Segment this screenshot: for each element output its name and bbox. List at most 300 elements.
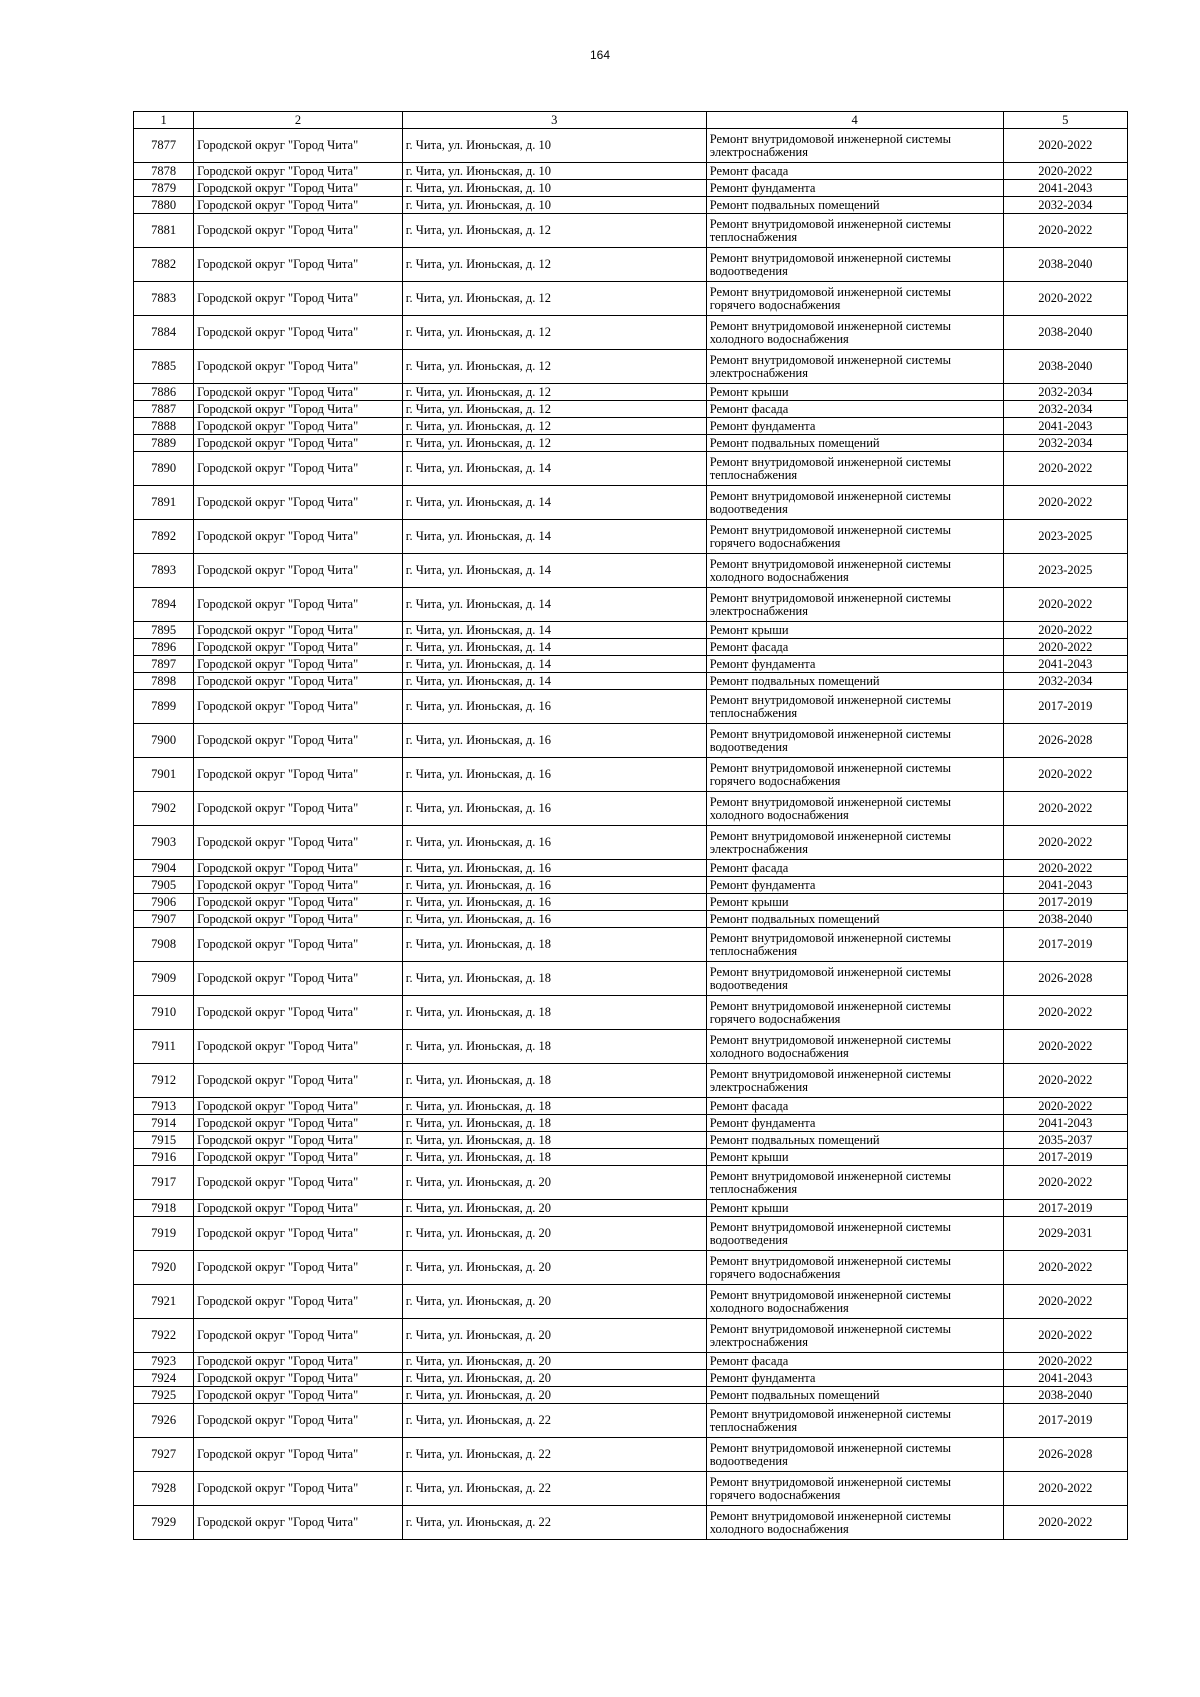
table-row (134, 792, 1128, 826)
municipality-cell: Городской округ "Город Чита" (194, 1506, 403, 1540)
address-cell: г. Чита, ул. Июньская, д. 14 (402, 486, 706, 520)
table-body (134, 129, 1128, 1540)
work-type-cell: Ремонт внутридомовой инженерной системы водоотведения (706, 1217, 1003, 1251)
row-number-cell: 7925 (134, 1387, 194, 1404)
table-row (134, 758, 1128, 792)
municipality-cell: Городской округ "Город Чита" (194, 1098, 403, 1115)
table-row (134, 588, 1128, 622)
row-number-cell: 7880 (134, 197, 194, 214)
work-type-cell: Ремонт подвальных помещений (706, 673, 1003, 690)
row-number-cell: 7926 (134, 1404, 194, 1438)
row-number-cell: 7927 (134, 1438, 194, 1472)
work-type-cell: Ремонт фасада (706, 1353, 1003, 1370)
work-type-cell: Ремонт фундамента (706, 1370, 1003, 1387)
address-cell: г. Чита, ул. Июньская, д. 10 (402, 197, 706, 214)
work-type-cell: Ремонт внутридомовой инженерной системы водоотведения (706, 962, 1003, 996)
address-cell: г. Чита, ул. Июньская, д. 14 (402, 673, 706, 690)
period-cell: 2041-2043 (1003, 418, 1127, 435)
work-type-cell: Ремонт внутридомовой инженерной системы водоотведения (706, 724, 1003, 758)
table-row (134, 1217, 1128, 1251)
period-cell: 2020-2022 (1003, 1098, 1127, 1115)
municipality-cell: Городской округ "Город Чита" (194, 826, 403, 860)
work-type-cell: Ремонт внутридомовой инженерной системы теплоснабжения (706, 214, 1003, 248)
table-row (134, 1370, 1128, 1387)
table-row (134, 180, 1128, 197)
row-number-cell: 7917 (134, 1166, 194, 1200)
address-cell: г. Чита, ул. Июньская, д. 12 (402, 248, 706, 282)
work-type-cell: Ремонт подвальных помещений (706, 197, 1003, 214)
address-cell: г. Чита, ул. Июньская, д. 22 (402, 1438, 706, 1472)
municipality-cell: Городской округ "Город Чита" (194, 180, 403, 197)
work-type-cell: Ремонт внутридомовой инженерной системы теплоснабжения (706, 928, 1003, 962)
municipality-cell: Городской округ "Город Чита" (194, 435, 403, 452)
header-row (134, 112, 1128, 129)
period-cell: 2041-2043 (1003, 180, 1127, 197)
row-number-cell: 7883 (134, 282, 194, 316)
row-number-cell: 7902 (134, 792, 194, 826)
address-cell: г. Чита, ул. Июньская, д. 20 (402, 1353, 706, 1370)
municipality-cell: Городской округ "Город Чита" (194, 1370, 403, 1387)
work-type-cell: Ремонт фасада (706, 639, 1003, 656)
address-cell: г. Чита, ул. Июньская, д. 18 (402, 928, 706, 962)
table-row (134, 1404, 1128, 1438)
period-cell: 2023-2025 (1003, 520, 1127, 554)
address-cell: г. Чита, ул. Июньская, д. 14 (402, 554, 706, 588)
period-cell: 2020-2022 (1003, 1319, 1127, 1353)
address-cell: г. Чита, ул. Июньская, д. 18 (402, 996, 706, 1030)
address-cell: г. Чита, ул. Июньская, д. 16 (402, 690, 706, 724)
work-type-cell: Ремонт фундамента (706, 1115, 1003, 1132)
period-cell: 2032-2034 (1003, 384, 1127, 401)
row-number-cell: 7891 (134, 486, 194, 520)
table-row (134, 350, 1128, 384)
table-row (134, 520, 1128, 554)
row-number-cell: 7884 (134, 316, 194, 350)
address-cell: г. Чита, ул. Июньская, д. 12 (402, 401, 706, 418)
table-row (134, 214, 1128, 248)
period-cell: 2020-2022 (1003, 758, 1127, 792)
municipality-cell: Городской округ "Город Чита" (194, 1200, 403, 1217)
row-number-cell: 7890 (134, 452, 194, 486)
municipality-cell: Городской округ "Город Чита" (194, 452, 403, 486)
address-cell: г. Чита, ул. Июньская, д. 16 (402, 758, 706, 792)
municipality-cell: Городской округ "Город Чита" (194, 690, 403, 724)
work-type-cell: Ремонт фундамента (706, 877, 1003, 894)
row-number-cell: 7900 (134, 724, 194, 758)
period-cell: 2020-2022 (1003, 1285, 1127, 1319)
address-cell: г. Чита, ул. Июньская, д. 16 (402, 792, 706, 826)
work-type-cell: Ремонт внутридомовой инженерной системы теплоснабжения (706, 1404, 1003, 1438)
table-row (134, 1353, 1128, 1370)
municipality-cell: Городской округ "Город Чита" (194, 486, 403, 520)
table-row (134, 282, 1128, 316)
row-number-cell: 7879 (134, 180, 194, 197)
table-row (134, 197, 1128, 214)
period-cell: 2020-2022 (1003, 588, 1127, 622)
municipality-cell: Городской округ "Город Чита" (194, 248, 403, 282)
period-cell: 2026-2028 (1003, 724, 1127, 758)
municipality-cell: Городской округ "Город Чита" (194, 282, 403, 316)
table-row (134, 1285, 1128, 1319)
address-cell: г. Чита, ул. Июньская, д. 20 (402, 1387, 706, 1404)
row-number-cell: 7911 (134, 1030, 194, 1064)
period-cell: 2017-2019 (1003, 1149, 1127, 1166)
table-row (134, 1251, 1128, 1285)
table-row (134, 1166, 1128, 1200)
page-number: 164 (589, 48, 611, 62)
work-type-cell: Ремонт внутридомовой инженерной системы электроснабжения (706, 1064, 1003, 1098)
row-number-cell: 7921 (134, 1285, 194, 1319)
row-number-cell: 7903 (134, 826, 194, 860)
period-cell: 2020-2022 (1003, 792, 1127, 826)
period-cell: 2041-2043 (1003, 877, 1127, 894)
address-cell: г. Чита, ул. Июньская, д. 12 (402, 282, 706, 316)
row-number-cell: 7919 (134, 1217, 194, 1251)
period-cell: 2020-2022 (1003, 639, 1127, 656)
table-row (134, 639, 1128, 656)
row-number-cell: 7896 (134, 639, 194, 656)
period-cell: 2020-2022 (1003, 1506, 1127, 1540)
work-type-cell: Ремонт крыши (706, 1200, 1003, 1217)
municipality-cell: Городской округ "Город Чита" (194, 129, 403, 163)
municipality-cell: Городской округ "Город Чита" (194, 1319, 403, 1353)
table-header (134, 112, 1128, 129)
municipality-cell: Городской округ "Город Чита" (194, 724, 403, 758)
municipality-cell: Городской округ "Город Чита" (194, 1472, 403, 1506)
row-number-cell: 7912 (134, 1064, 194, 1098)
address-cell: г. Чита, ул. Июньская, д. 14 (402, 622, 706, 639)
table-row (134, 928, 1128, 962)
work-type-cell: Ремонт крыши (706, 1149, 1003, 1166)
work-type-cell: Ремонт внутридомовой инженерной системы электроснабжения (706, 588, 1003, 622)
municipality-cell: Городской округ "Город Чита" (194, 996, 403, 1030)
column-header: 4 (706, 112, 1003, 129)
address-cell: г. Чита, ул. Июньская, д. 14 (402, 520, 706, 554)
column-header: 1 (134, 112, 194, 129)
row-number-cell: 7881 (134, 214, 194, 248)
address-cell: г. Чита, ул. Июньская, д. 10 (402, 129, 706, 163)
period-cell: 2032-2034 (1003, 673, 1127, 690)
table-row (134, 129, 1128, 163)
municipality-cell: Городской округ "Город Чита" (194, 316, 403, 350)
table-row (134, 1200, 1128, 1217)
period-cell: 2032-2034 (1003, 197, 1127, 214)
period-cell: 2020-2022 (1003, 1353, 1127, 1370)
repair-schedule-table (133, 111, 1128, 1540)
municipality-cell: Городской округ "Город Чита" (194, 1149, 403, 1166)
address-cell: г. Чита, ул. Июньская, д. 18 (402, 1098, 706, 1115)
table-row (134, 622, 1128, 639)
work-type-cell: Ремонт подвальных помещений (706, 435, 1003, 452)
period-cell: 2038-2040 (1003, 316, 1127, 350)
work-type-cell: Ремонт фасада (706, 163, 1003, 180)
work-type-cell: Ремонт фундамента (706, 656, 1003, 673)
work-type-cell: Ремонт фундамента (706, 180, 1003, 197)
municipality-cell: Городской округ "Город Чита" (194, 163, 403, 180)
row-number-cell: 7922 (134, 1319, 194, 1353)
period-cell: 2017-2019 (1003, 690, 1127, 724)
row-number-cell: 7892 (134, 520, 194, 554)
period-cell: 2017-2019 (1003, 1404, 1127, 1438)
address-cell: г. Чита, ул. Июньская, д. 18 (402, 1149, 706, 1166)
row-number-cell: 7909 (134, 962, 194, 996)
work-type-cell: Ремонт внутридомовой инженерной системы холодного водоснабжения (706, 1506, 1003, 1540)
row-number-cell: 7906 (134, 894, 194, 911)
address-cell: г. Чита, ул. Июньская, д. 16 (402, 877, 706, 894)
address-cell: г. Чита, ул. Июньская, д. 16 (402, 724, 706, 758)
address-cell: г. Чита, ул. Июньская, д. 14 (402, 639, 706, 656)
municipality-cell: Городской округ "Город Чита" (194, 860, 403, 877)
address-cell: г. Чита, ул. Июньская, д. 20 (402, 1251, 706, 1285)
row-number-cell: 7905 (134, 877, 194, 894)
address-cell: г. Чита, ул. Июньская, д. 20 (402, 1200, 706, 1217)
municipality-cell: Городской округ "Город Чита" (194, 418, 403, 435)
period-cell: 2038-2040 (1003, 350, 1127, 384)
address-cell: г. Чита, ул. Июньская, д. 12 (402, 435, 706, 452)
work-type-cell: Ремонт фасада (706, 860, 1003, 877)
row-number-cell: 7907 (134, 911, 194, 928)
row-number-cell: 7893 (134, 554, 194, 588)
table-row (134, 163, 1128, 180)
period-cell: 2032-2034 (1003, 435, 1127, 452)
municipality-cell: Городской округ "Город Чита" (194, 1115, 403, 1132)
table-row (134, 316, 1128, 350)
municipality-cell: Городской округ "Город Чита" (194, 214, 403, 248)
table-row (134, 1506, 1128, 1540)
row-number-cell: 7916 (134, 1149, 194, 1166)
municipality-cell: Городской округ "Город Чита" (194, 350, 403, 384)
column-header: 2 (194, 112, 403, 129)
table-row (134, 877, 1128, 894)
row-number-cell: 7910 (134, 996, 194, 1030)
municipality-cell: Городской округ "Город Чита" (194, 639, 403, 656)
address-cell: г. Чита, ул. Июньская, д. 22 (402, 1506, 706, 1540)
table-row (134, 452, 1128, 486)
period-cell: 2017-2019 (1003, 1200, 1127, 1217)
table-row (134, 996, 1128, 1030)
table-row (134, 1132, 1128, 1149)
address-cell: г. Чита, ул. Июньская, д. 10 (402, 180, 706, 197)
table-row (134, 418, 1128, 435)
period-cell: 2038-2040 (1003, 248, 1127, 282)
address-cell: г. Чита, ул. Июньская, д. 14 (402, 656, 706, 673)
municipality-cell: Городской округ "Город Чита" (194, 1132, 403, 1149)
work-type-cell: Ремонт внутридомовой инженерной системы водоотведения (706, 486, 1003, 520)
address-cell: г. Чита, ул. Июньская, д. 16 (402, 911, 706, 928)
period-cell: 2026-2028 (1003, 962, 1127, 996)
work-type-cell: Ремонт внутридомовой инженерной системы электроснабжения (706, 129, 1003, 163)
work-type-cell: Ремонт внутридомовой инженерной системы электроснабжения (706, 1319, 1003, 1353)
period-cell: 2020-2022 (1003, 1251, 1127, 1285)
work-type-cell: Ремонт крыши (706, 894, 1003, 911)
municipality-cell: Городской округ "Город Чита" (194, 384, 403, 401)
address-cell: г. Чита, ул. Июньская, д. 10 (402, 163, 706, 180)
period-cell: 2020-2022 (1003, 996, 1127, 1030)
address-cell: г. Чита, ул. Июньская, д. 12 (402, 316, 706, 350)
period-cell: 2020-2022 (1003, 163, 1127, 180)
municipality-cell: Городской округ "Город Чита" (194, 622, 403, 639)
address-cell: г. Чита, ул. Июньская, д. 16 (402, 894, 706, 911)
table-row (134, 656, 1128, 673)
table-row (134, 384, 1128, 401)
work-type-cell: Ремонт внутридомовой инженерной системы горячего водоснабжения (706, 520, 1003, 554)
period-cell: 2023-2025 (1003, 554, 1127, 588)
address-cell: г. Чита, ул. Июньская, д. 14 (402, 452, 706, 486)
table-row (134, 911, 1128, 928)
row-number-cell: 7914 (134, 1115, 194, 1132)
period-cell: 2032-2034 (1003, 401, 1127, 418)
work-type-cell: Ремонт внутридомовой инженерной системы теплоснабжения (706, 1166, 1003, 1200)
period-cell: 2020-2022 (1003, 282, 1127, 316)
work-type-cell: Ремонт внутридомовой инженерной системы горячего водоснабжения (706, 1251, 1003, 1285)
row-number-cell: 7913 (134, 1098, 194, 1115)
period-cell: 2038-2040 (1003, 911, 1127, 928)
municipality-cell: Городской округ "Город Чита" (194, 520, 403, 554)
address-cell: г. Чита, ул. Июньская, д. 14 (402, 588, 706, 622)
table-row (134, 962, 1128, 996)
work-type-cell: Ремонт крыши (706, 384, 1003, 401)
municipality-cell: Городской округ "Город Чита" (194, 588, 403, 622)
row-number-cell: 7904 (134, 860, 194, 877)
address-cell: г. Чита, ул. Июньская, д. 20 (402, 1166, 706, 1200)
row-number-cell: 7885 (134, 350, 194, 384)
row-number-cell: 7889 (134, 435, 194, 452)
address-cell: г. Чита, ул. Июньская, д. 18 (402, 1064, 706, 1098)
work-type-cell: Ремонт внутридомовой инженерной системы теплоснабжения (706, 452, 1003, 486)
period-cell: 2020-2022 (1003, 826, 1127, 860)
period-cell: 2035-2037 (1003, 1132, 1127, 1149)
municipality-cell: Городской округ "Город Чита" (194, 1030, 403, 1064)
period-cell: 2020-2022 (1003, 214, 1127, 248)
municipality-cell: Городской округ "Город Чита" (194, 928, 403, 962)
table-row (134, 435, 1128, 452)
work-type-cell: Ремонт фасада (706, 1098, 1003, 1115)
table-row (134, 1098, 1128, 1115)
period-cell: 2041-2043 (1003, 1370, 1127, 1387)
period-cell: 2026-2028 (1003, 1438, 1127, 1472)
period-cell: 2041-2043 (1003, 656, 1127, 673)
municipality-cell: Городской округ "Город Чита" (194, 894, 403, 911)
address-cell: г. Чита, ул. Июньская, д. 20 (402, 1370, 706, 1387)
row-number-cell: 7928 (134, 1472, 194, 1506)
work-type-cell: Ремонт внутридомовой инженерной системы холодного водоснабжения (706, 792, 1003, 826)
address-cell: г. Чита, ул. Июньская, д. 22 (402, 1404, 706, 1438)
municipality-cell: Городской округ "Город Чита" (194, 554, 403, 588)
work-type-cell: Ремонт подвальных помещений (706, 1387, 1003, 1404)
work-type-cell: Ремонт внутридомовой инженерной системы холодного водоснабжения (706, 1030, 1003, 1064)
table-row (134, 401, 1128, 418)
table-row (134, 860, 1128, 877)
work-type-cell: Ремонт внутридомовой инженерной системы теплоснабжения (706, 690, 1003, 724)
work-type-cell: Ремонт внутридомовой инженерной системы горячего водоснабжения (706, 1472, 1003, 1506)
period-cell: 2020-2022 (1003, 486, 1127, 520)
municipality-cell: Городской округ "Город Чита" (194, 911, 403, 928)
period-cell: 2020-2022 (1003, 452, 1127, 486)
row-number-cell: 7923 (134, 1353, 194, 1370)
row-number-cell: 7899 (134, 690, 194, 724)
work-type-cell: Ремонт внутридомовой инженерной системы холодного водоснабжения (706, 316, 1003, 350)
work-type-cell: Ремонт фасада (706, 401, 1003, 418)
table-row (134, 826, 1128, 860)
municipality-cell: Городской округ "Город Чита" (194, 877, 403, 894)
municipality-cell: Городской округ "Город Чита" (194, 1387, 403, 1404)
address-cell: г. Чита, ул. Июньская, д. 20 (402, 1217, 706, 1251)
municipality-cell: Городской округ "Город Чита" (194, 1353, 403, 1370)
period-cell: 2020-2022 (1003, 1030, 1127, 1064)
table-row (134, 1319, 1128, 1353)
period-cell: 2020-2022 (1003, 622, 1127, 639)
work-type-cell: Ремонт фундамента (706, 418, 1003, 435)
table-row (134, 690, 1128, 724)
address-cell: г. Чита, ул. Июньская, д. 12 (402, 350, 706, 384)
municipality-cell: Городской округ "Город Чита" (194, 758, 403, 792)
row-number-cell: 7924 (134, 1370, 194, 1387)
address-cell: г. Чита, ул. Июньская, д. 18 (402, 1030, 706, 1064)
work-type-cell: Ремонт внутридомовой инженерной системы электроснабжения (706, 350, 1003, 384)
address-cell: г. Чита, ул. Июньская, д. 20 (402, 1285, 706, 1319)
column-header: 3 (402, 112, 706, 129)
municipality-cell: Городской округ "Город Чита" (194, 1285, 403, 1319)
table-row (134, 1438, 1128, 1472)
period-cell: 2020-2022 (1003, 1472, 1127, 1506)
row-number-cell: 7887 (134, 401, 194, 418)
address-cell: г. Чита, ул. Июньская, д. 18 (402, 1132, 706, 1149)
row-number-cell: 7877 (134, 129, 194, 163)
work-type-cell: Ремонт внутридомовой инженерной системы горячего водоснабжения (706, 282, 1003, 316)
municipality-cell: Городской округ "Город Чита" (194, 1404, 403, 1438)
table-row (134, 486, 1128, 520)
address-cell: г. Чита, ул. Июньская, д. 20 (402, 1319, 706, 1353)
table-row (134, 1387, 1128, 1404)
address-cell: г. Чита, ул. Июньская, д. 22 (402, 1472, 706, 1506)
municipality-cell: Городской округ "Город Чита" (194, 197, 403, 214)
table-row (134, 248, 1128, 282)
address-cell: г. Чита, ул. Июньская, д. 12 (402, 418, 706, 435)
work-type-cell: Ремонт внутридомовой инженерной системы водоотведения (706, 1438, 1003, 1472)
period-cell: 2017-2019 (1003, 894, 1127, 911)
row-number-cell: 7895 (134, 622, 194, 639)
work-type-cell: Ремонт внутридомовой инженерной системы горячего водоснабжения (706, 758, 1003, 792)
row-number-cell: 7886 (134, 384, 194, 401)
table-row (134, 1149, 1128, 1166)
work-type-cell: Ремонт крыши (706, 622, 1003, 639)
table-row (134, 554, 1128, 588)
row-number-cell: 7908 (134, 928, 194, 962)
table-row (134, 1030, 1128, 1064)
address-cell: г. Чита, ул. Июньская, д. 18 (402, 962, 706, 996)
municipality-cell: Городской округ "Город Чита" (194, 1251, 403, 1285)
period-cell: 2017-2019 (1003, 928, 1127, 962)
municipality-cell: Городской округ "Город Чита" (194, 1438, 403, 1472)
work-type-cell: Ремонт внутридомовой инженерной системы холодного водоснабжения (706, 1285, 1003, 1319)
work-type-cell: Ремонт подвальных помещений (706, 1132, 1003, 1149)
municipality-cell: Городской округ "Город Чита" (194, 792, 403, 826)
address-cell: г. Чита, ул. Июньская, д. 16 (402, 860, 706, 877)
row-number-cell: 7901 (134, 758, 194, 792)
table-row (134, 1115, 1128, 1132)
municipality-cell: Городской округ "Город Чита" (194, 962, 403, 996)
municipality-cell: Городской округ "Город Чита" (194, 673, 403, 690)
table-row (134, 673, 1128, 690)
address-cell: г. Чита, ул. Июньская, д. 12 (402, 384, 706, 401)
work-type-cell: Ремонт внутридомовой инженерной системы водоотведения (706, 248, 1003, 282)
table-row (134, 724, 1128, 758)
row-number-cell: 7894 (134, 588, 194, 622)
row-number-cell: 7915 (134, 1132, 194, 1149)
work-type-cell: Ремонт внутридомовой инженерной системы горячего водоснабжения (706, 996, 1003, 1030)
row-number-cell: 7918 (134, 1200, 194, 1217)
period-cell: 2020-2022 (1003, 860, 1127, 877)
